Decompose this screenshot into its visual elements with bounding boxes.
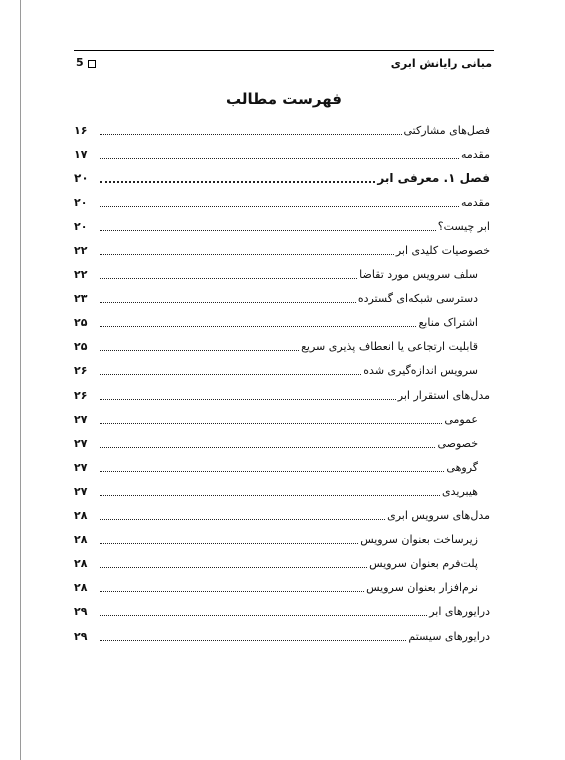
toc-entry[interactable] — [74, 118, 494, 142]
toc-entry-label: زیرساخت بعنوان سرویس — [360, 533, 478, 547]
toc-entry-page: ۲۵ — [74, 316, 88, 330]
dot-leader — [100, 230, 436, 231]
toc-entry-label: مدل‌های استقرار ابر — [397, 388, 490, 402]
toc-entry[interactable] — [74, 238, 494, 262]
toc-entry-page: ۲۶ — [74, 388, 88, 402]
dot-leader — [100, 181, 375, 183]
page-edge-line — [20, 0, 21, 760]
toc-entry-label: عمومی — [444, 412, 478, 426]
table-of-contents — [74, 118, 494, 648]
book-title: مبانی رایانش ابری — [390, 57, 492, 70]
toc-entry-label: نرم‌افزار بعنوان سرویس — [366, 581, 478, 595]
toc-entry-label: خصوصی — [437, 436, 478, 450]
toc-entry-label: مقدمه — [460, 147, 490, 161]
toc-entry[interactable] — [74, 431, 494, 455]
toc-entry-page: ۲۰ — [74, 219, 88, 233]
dot-leader — [100, 423, 442, 424]
dot-leader — [100, 374, 361, 375]
toc-entry[interactable] — [74, 528, 494, 552]
toc-entry-label: مدل‌های سرویس ابری — [387, 509, 490, 523]
toc-entry[interactable] — [74, 504, 494, 528]
toc-entry-label: اشتراک منابع — [418, 316, 478, 330]
dot-leader — [100, 326, 416, 327]
dot-leader — [100, 254, 394, 255]
dot-leader — [100, 278, 357, 279]
toc-entry[interactable] — [74, 287, 494, 311]
dot-leader — [100, 640, 406, 641]
toc-entry[interactable] — [74, 479, 494, 503]
dot-leader — [100, 134, 402, 135]
toc-entry[interactable] — [74, 214, 494, 238]
dot-leader — [100, 158, 459, 159]
toc-entry-label: گروهی — [446, 460, 478, 474]
running-header — [74, 50, 494, 79]
dot-leader — [100, 350, 299, 351]
toc-entry-page: ۲۶ — [74, 364, 88, 378]
dot-leader — [100, 567, 367, 568]
toc-entry-page: ۲۹ — [74, 629, 88, 643]
toc-entry-page: ۲۹ — [74, 605, 88, 619]
toc-entry[interactable] — [74, 142, 494, 166]
toc-entry[interactable] — [74, 576, 494, 600]
toc-entry[interactable] — [74, 190, 494, 214]
toc-entry-label: درایورهای ابر — [429, 605, 490, 619]
dot-leader — [100, 206, 459, 207]
toc-entry-label: فصل ۱. معرفی ابر — [377, 171, 490, 186]
toc-entry-label: مقدمه — [460, 195, 490, 209]
toc-entry-page: ۱۶ — [74, 123, 88, 137]
toc-entry-page: ۲۷ — [74, 460, 88, 474]
toc-entry[interactable] — [74, 624, 494, 648]
dot-leader — [100, 591, 364, 592]
toc-entry-label: سلف سرویس مورد تقاضا — [359, 268, 478, 282]
toc-entry-label: دسترسی شبکه‌ای گسترده — [357, 292, 478, 306]
toc-entry-page: ۲۰ — [74, 171, 89, 186]
toc-entry-page: ۲۲ — [74, 244, 88, 258]
toc-entry-label: هیبریدی — [442, 484, 478, 498]
toc-entry[interactable] — [74, 455, 494, 479]
toc-entry-page: ۲۸ — [74, 557, 88, 571]
toc-entry-page: ۲۵ — [74, 340, 88, 354]
toc-chapter-row[interactable] — [74, 166, 494, 190]
toc-entry-label: پلت‌فرم بعنوان سرویس — [369, 557, 478, 571]
toc-entry-page: ۲۷ — [74, 436, 88, 450]
toc-title: فهرست مطالب — [226, 90, 342, 108]
dot-leader — [100, 302, 356, 303]
toc-entry-label: درایورهای سیستم — [408, 629, 490, 643]
toc-entry-page: ۲۸ — [74, 581, 88, 595]
dot-leader — [100, 543, 358, 544]
toc-entry-page: ۲۷ — [74, 412, 88, 426]
dot-leader — [100, 495, 440, 496]
toc-entry-page: ۲۲ — [74, 268, 88, 282]
toc-entry[interactable] — [74, 311, 494, 335]
dot-leader — [100, 471, 444, 472]
toc-entry[interactable] — [74, 383, 494, 407]
toc-entry-label: فصل‌های مشارکتی — [403, 123, 490, 137]
toc-entry-page: ۲۸ — [74, 533, 88, 547]
toc-entry-label: قابلیت ارتجاعی یا انعطاف پذیری سریع — [301, 340, 478, 354]
toc-entry-page: ۲۸ — [74, 509, 88, 523]
square-icon — [88, 60, 96, 68]
dot-leader — [100, 447, 435, 448]
dot-leader — [100, 399, 396, 400]
dot-leader — [100, 615, 427, 616]
toc-entry[interactable] — [74, 335, 494, 359]
toc-entry-page: ۲۳ — [74, 292, 88, 306]
toc-entry-label: خصوصیات کلیدی ابر — [395, 244, 490, 258]
toc-entry[interactable] — [74, 263, 494, 287]
toc-entry[interactable] — [74, 407, 494, 431]
toc-entry[interactable] — [74, 359, 494, 383]
toc-entry[interactable] — [74, 552, 494, 576]
toc-entry-page: ۲۷ — [74, 484, 88, 498]
toc-entry-page: ۱۷ — [74, 147, 88, 161]
toc-entry[interactable] — [74, 600, 494, 624]
toc-entry-page: ۲۰ — [74, 195, 88, 209]
toc-entry-label: ابر چیست؟ — [437, 219, 490, 233]
dot-leader — [100, 519, 385, 520]
toc-entry-label: سرویس اندازه‌گیری شده — [363, 364, 478, 378]
page-number: 5 — [76, 56, 84, 69]
